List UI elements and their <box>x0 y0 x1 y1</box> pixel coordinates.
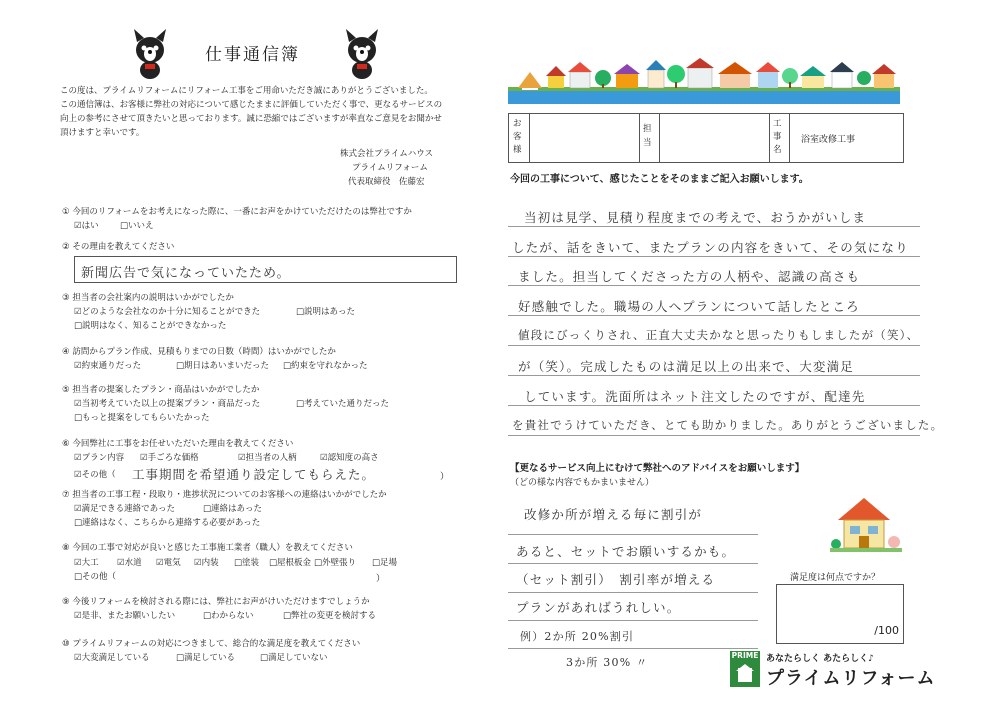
comment-line-7: しています。洗面所はネット注文したのですが、配達先 <box>524 389 866 404</box>
q5-option-1[interactable]: ☑当初考えていた以上の提案プラン・商品だった <box>74 399 261 409</box>
q9-option-1[interactable]: ☑是非、またお願いしたい <box>74 611 176 621</box>
advice-line-3: （セット割引） 割引率が増える <box>516 572 716 587</box>
q8-option-painting[interactable]: □塗装 <box>234 558 260 568</box>
comment-line-6: が（笑）。完成したものは満足以上の出来で、大変満足 <box>518 359 855 374</box>
q6-option-other[interactable]: ☑その他（ <box>74 470 116 480</box>
advice-line-4: プランがあればうれしい。 <box>516 600 681 615</box>
footer-logo-text: プライムリフォーム <box>766 668 936 689</box>
advice-line-2: あると、セットでお願いするかも。 <box>516 544 736 559</box>
comment-line-8: を貴社でうけていただき、とても助かりました。ありがとうございました。 <box>512 418 944 432</box>
work-label: 工事名 <box>773 119 782 155</box>
q5-option-2[interactable]: □考えていた通りだった <box>296 399 390 409</box>
question-1: ① 今回のリフォームをお考えになった際に、一番にお声をかけていただけたのは弊社ですか <box>62 207 412 217</box>
score-value: /100 <box>874 624 899 637</box>
intro-line: この通信簿は、お客様に弊社の対応について感じたままに評価していただく事で、更なるサービスの <box>60 100 443 110</box>
q7-option-1[interactable]: ☑満足できる連絡であった <box>74 504 176 514</box>
question-3: ③ 担当者の会社案内の説明はいかがでしたか <box>62 293 234 303</box>
comment-rule <box>508 285 920 286</box>
comment-rule <box>508 315 920 316</box>
q6-option-plan[interactable]: ☑プラン内容 <box>74 453 125 463</box>
advice-subheading: （どの様な内容でもかまいません） <box>510 478 655 488</box>
q7-option-2[interactable]: □連絡はあった <box>203 504 262 514</box>
q3-option-1[interactable]: ☑どのような会社なのか十分に知ることができた <box>74 307 261 317</box>
q10-option-2[interactable]: □満足している <box>176 653 236 663</box>
comment-rule <box>508 375 920 376</box>
dog-mascot-icon-left <box>128 28 172 80</box>
advice-rule <box>508 592 758 593</box>
company-name: 株式会社プライムハウス <box>340 149 433 159</box>
score-label: 満足度は何点ですか？ <box>790 573 881 583</box>
comment-line-4: 好感触でした。職場の人へプランについて話したところ <box>518 299 860 314</box>
prime-label: PRIME <box>731 651 759 660</box>
q8-option-roofing[interactable]: □屋根板金 <box>269 558 312 568</box>
advice-rule <box>508 648 758 649</box>
customer-label: お客様 <box>513 119 522 155</box>
q5-option-3[interactable]: □もっと提案をしてもらいたかった <box>74 413 210 423</box>
comment-rule <box>508 435 920 436</box>
intro-text <box>60 84 460 140</box>
info-table <box>508 113 904 163</box>
q8-option-other[interactable]: □その他（ <box>74 572 117 582</box>
dog-mascot-icon-right <box>340 28 384 80</box>
q9-option-2[interactable]: □わからない <box>203 611 254 621</box>
representative: 代表取締役 佐藤宏 <box>348 177 425 187</box>
q10-option-3[interactable]: □満足していない <box>260 653 328 663</box>
work-name[interactable]: 浴室改修工事 <box>801 135 856 145</box>
question-9: ⑨ 今後リフォームを検討される際には、弊社にお声がけいただけますでしょうか <box>62 597 370 607</box>
q8-option-plumbing[interactable]: ☑水道 <box>117 558 142 568</box>
prime-logo-mark <box>730 651 760 687</box>
advice-rule <box>508 620 758 621</box>
brand-name: プライムリフォーム <box>352 163 428 173</box>
house-illustration <box>830 494 902 556</box>
q6-option-price[interactable]: ☑手ごろな価格 <box>140 453 199 463</box>
prime-house-icon <box>730 661 760 687</box>
intro-line: 頂けますと幸いです。 <box>60 128 145 138</box>
q8-option-electric[interactable]: ☑電気 <box>156 558 181 568</box>
q8-option-carpenter[interactable]: ☑大工 <box>74 558 99 568</box>
footer-tagline: あなたらしく あたらしく♪ <box>766 654 874 664</box>
advice-line-5: 例）2か所 20%割引 <box>520 630 635 643</box>
town-illustration <box>508 58 900 104</box>
question-8: ⑧ 今回の工事で対応が良いと感じた工事施工業者（職人）を教えてください <box>62 543 353 553</box>
comment-line-5: 値段にびっくりされ、正直大丈夫かなと思ったりもしましたが（笑）、 <box>518 328 920 342</box>
advice-line-1: 改修か所が増える毎に割引が <box>524 507 703 522</box>
intro-line: 向上の参考にさせて頂きたいと思っております。誠に恐縮ではございますが率直なご意見をお聞かせ <box>60 114 442 124</box>
staff-field[interactable] <box>663 116 767 160</box>
comment-rule <box>508 345 920 346</box>
comment-rule <box>508 405 920 406</box>
q1-option-no[interactable]: □いいえ <box>120 221 154 231</box>
signature-block <box>340 147 460 189</box>
comment-line-2: したが、話をきいて、またプランの内容をきいて、その気になり <box>512 240 909 255</box>
question-4: ④ 訪問からプラン作成、見積もりまでの日数（時間）はいかがでしたか <box>62 347 336 357</box>
q6-close-paren: ） <box>440 472 450 482</box>
comment-line-1: 当初は見学、見積り程度までの考えで、おうかがいしま <box>524 210 867 225</box>
q7-option-3[interactable]: □連絡はなく、こちらから連絡する必要があった <box>74 518 261 528</box>
q2-answer-box[interactable] <box>74 256 457 283</box>
q3-option-3[interactable]: □説明はなく、知ることができなかった <box>74 321 227 331</box>
comment-rule <box>508 226 920 227</box>
q8-close-paren: ） <box>376 574 386 584</box>
advice-rule <box>508 534 758 535</box>
q6-other-answer: 工事期間を希望通り設定してもらえた。 <box>132 467 376 482</box>
q2-answer: 新聞広告で気になっていたため。 <box>81 266 291 281</box>
q4-option-1[interactable]: ☑約束通りだった <box>74 361 142 371</box>
q8-option-interior[interactable]: ☑内装 <box>194 558 219 568</box>
comment-line-3: ました。担当してくださった方の人柄や、認識の高さも <box>518 269 861 284</box>
q6-option-staff[interactable]: ☑担当者の人柄 <box>238 453 297 463</box>
q6-option-awareness[interactable]: ☑認知度の高さ <box>320 453 379 463</box>
staff-label: 担当 <box>643 124 652 148</box>
q1-option-yes[interactable]: ☑はい <box>74 221 99 231</box>
question-10: ⑩ プライムリフォームの対応につきまして、総合的な満足度を教えてください <box>62 639 361 649</box>
advice-rule <box>508 563 758 564</box>
comments-heading: 今回の工事について、感じたことをそのままご記入お願いします。 <box>510 174 809 185</box>
customer-field[interactable] <box>533 116 637 160</box>
advice-heading: 【更なるサービス向上にむけて弊社へのアドバイスをお願いします】 <box>510 463 805 474</box>
question-6: ⑥ 今回弊社に工事をお任せいただいた理由を教えてください <box>62 439 294 449</box>
q10-option-1[interactable]: ☑大変満足している <box>74 653 150 663</box>
q8-option-scaffold[interactable]: □足場 <box>372 558 398 568</box>
question-5: ⑤ 担当者の提案したプラン・商品はいかがでしたか <box>62 385 260 395</box>
score-box[interactable] <box>776 584 904 644</box>
q9-option-3[interactable]: □弊社の変更を検討する <box>283 611 377 621</box>
q4-option-3[interactable]: □約束を守れなかった <box>283 361 368 371</box>
q3-option-2[interactable]: □説明はあった <box>296 307 355 317</box>
q8-option-siding[interactable]: □外壁張り <box>314 558 357 568</box>
comment-rule <box>508 256 920 257</box>
advice-line-6: 3か所 30% 〃 <box>566 656 649 669</box>
question-7: ⑦ 担当者の工事工程・段取り・進捗状況についてのお客様への連絡はいかがでしたか <box>62 490 387 500</box>
page-title: 仕事通信簿 <box>205 45 300 65</box>
intro-line: この度は、プライムリフォームにリフォーム工事をご用命いただき誠にありがとうございました。 <box>60 86 433 96</box>
q4-option-2[interactable]: □期日はあいまいだった <box>176 361 270 371</box>
question-2: ② その理由を教えてください <box>62 242 175 252</box>
